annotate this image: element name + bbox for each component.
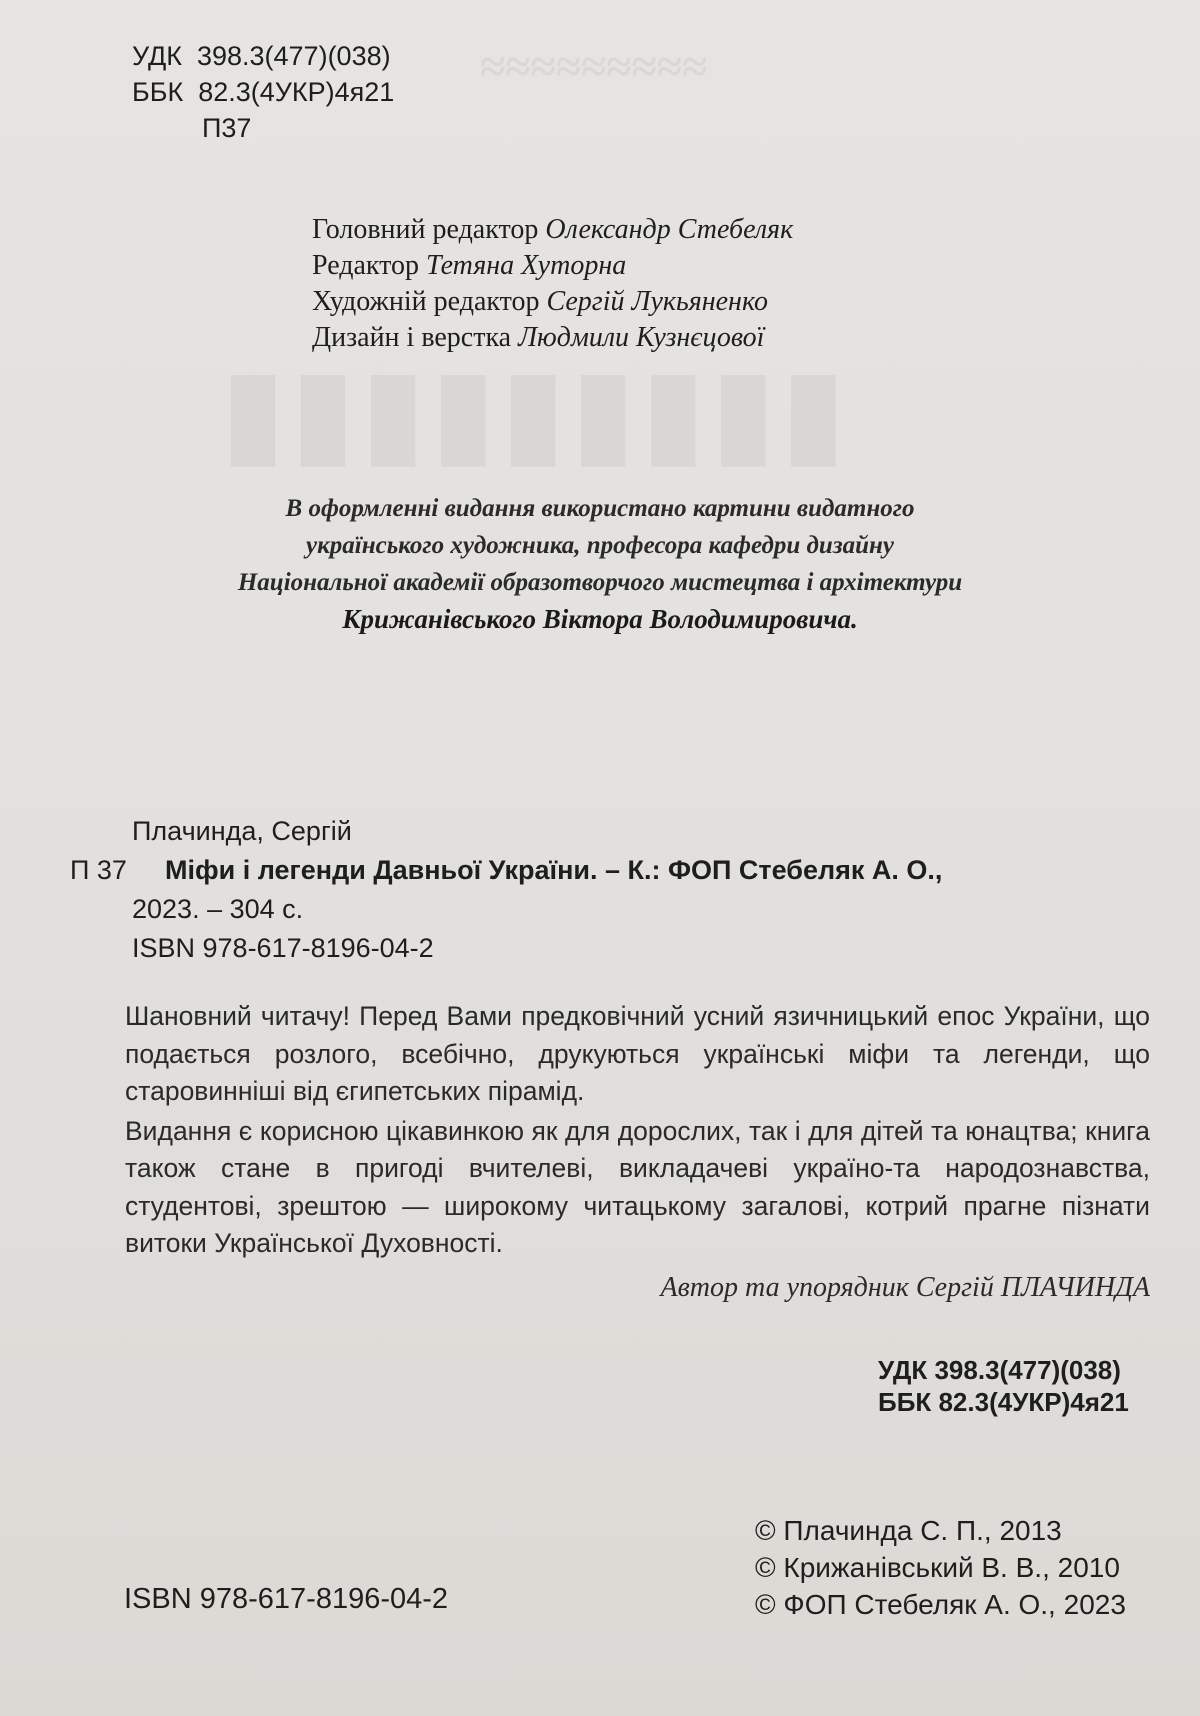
credit-name: Тетяна Хуторна [426,250,627,281]
credit-line [312,284,793,320]
copyright-line: © Крижанівський В. В., 2010 [755,1552,1120,1583]
isbn: ISBN 978-617-8196-04-2 [124,1583,449,1615]
record-isbn: ISBN 978-617-8196-04-2 [132,933,434,963]
annotation-paragraph: Шановний читачу! Перед Вами предковічний усний язичницький епос України, що подається розлого, всебічно, друкуються українські міфи та легенди, що старовинніші від єгипетських пірамід. [125,1001,1150,1106]
bbk-label: ББК [132,77,184,107]
copyright-line: © Плачинда С. П., 2013 [755,1515,1062,1546]
bbk-line [132,74,394,110]
bbk-bottom: ББК 82.3(4УКР)4я21 [878,1387,1129,1417]
credit-role: Художній редактор [312,286,540,317]
credit-line [312,320,793,356]
udk-label: УДК [132,41,182,71]
copyright-line: © ФОП Стебеляк А. О., 2023 [755,1589,1126,1620]
credit-line [312,248,793,284]
book-title-line: Міфи і легенди Давньої України. – К.: ФОП Стебеляк А. О., [165,855,943,885]
editorial-credits [312,212,793,356]
bbk-value: 82.3(4УКР)4я21 [198,77,395,107]
credit-name: Людмили Кузнєцової [518,322,765,353]
design-note-line: В оформленні видання використано картини видатного [285,495,915,522]
annotation-paragraph: Видання є корисною цікавинкою як для дорослих, так і для дітей та юнацтва; книга також стане в пригоді вчителеві, викладачеві україно-та народознавства, студентові, зрештою — широкому читацькому загалові, котрий прагне пізнати витоки Української Духовності. [125,1115,1150,1258]
credit-name: Олександр Стебеляк [545,214,794,245]
author-heading: Плачинда, Сергій [132,816,352,846]
credit-line [312,212,793,248]
design-note-line: Національної академії образотворчого мистецтва і архітектури [237,569,963,596]
udk-value: 398.3(477)(038) [196,41,391,71]
annotation-signature: Автор та упорядник Сергій ПЛАЧИНДА [660,1271,1150,1303]
show-through-text: ≈≈≈≈≈≈≈≈≈ [480,41,708,92]
show-through-title: ▮▮▮▮▮▮▮▮▮ [220,345,851,478]
udk-line [132,38,394,74]
design-note-line: українського художника, професора кафедри дизайну [306,532,894,559]
credit-role: Головний редактор [312,214,539,245]
classification-codes [132,38,394,146]
credit-name: Сергій Лукьяненко [546,286,768,317]
year-pages: 2023. – 304 с. [132,894,304,924]
classification-codes-bottom [878,1354,1129,1418]
udk-bottom: УДК 398.3(477)(038) [878,1355,1121,1385]
artist-name: Крижанівського Віктора Володимировича. [342,604,858,634]
design-note [80,490,1120,638]
record-author-mark: П 37 [70,855,127,885]
author-mark: П37 [202,113,252,143]
title-row [70,851,1130,890]
credit-role: Дизайн і верстка [312,322,512,353]
bibliographic-record [70,812,1130,968]
copyright-block [755,1512,1126,1623]
credit-role: Редактор [312,250,420,281]
annotation [125,998,1150,1306]
